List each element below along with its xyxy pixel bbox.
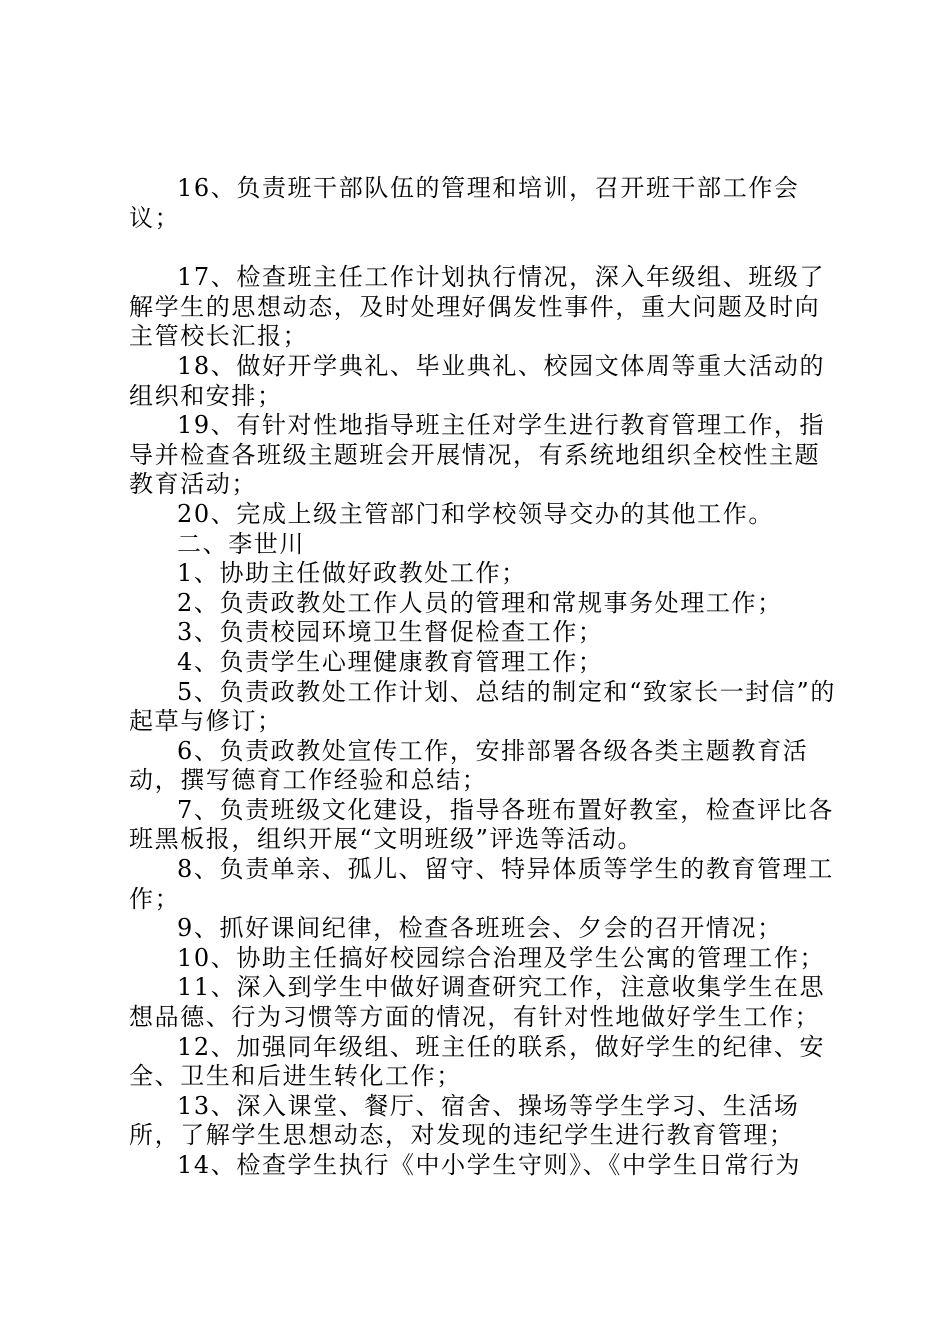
paragraph-item-18: 18、做好开学典礼、毕业典礼、校园文体周等重大活动的组织和安排； bbox=[129, 351, 826, 410]
paragraph-item-2: 2、负责政教处工作人员的管理和常规事务处理工作； bbox=[177, 588, 783, 617]
document-body bbox=[129, 174, 841, 1181]
paragraph-item-8: 8、负责单亲、孤儿、留守、特异体质等学生的教育管理工作； bbox=[129, 855, 834, 913]
paragraph-item-12: 12、加强同年级组、班主任的联系，做好学生的纪律、安全、卫生和后进生转化工作； bbox=[129, 1032, 826, 1091]
paragraph-item-16: 16、负责班干部队伍的管理和培训，召开班干部工作会议； bbox=[129, 174, 800, 232]
paragraph-item-6: 6、负责政教处宣传工作，安排部署各级各类主题教育活动，撰写德育工作经验和总结； bbox=[129, 736, 809, 795]
paragraph-item-9: 9、抓好课间纪律，检查各班班会、夕会的召开情况； bbox=[177, 914, 783, 943]
paragraph-item-14: 14、检查学生执行《中小学生守则》、《中学生日常行为 bbox=[177, 1151, 802, 1179]
section-heading: 二、李世川 bbox=[177, 529, 305, 558]
paragraph-item-20: 20、完成上级主管部门和学校领导交办的其他工作。 bbox=[177, 499, 774, 528]
paragraph-item-13: 13、深入课堂、餐厅、宿舍、操场等学生学习、生活场所，了解学生思想动态，对发现的违纪学生进行教育管理； bbox=[129, 1091, 800, 1150]
paragraph-item-3: 3、负责校园环境卫生督促检查工作； bbox=[177, 618, 604, 647]
paragraph-item-10: 10、协助主任搞好校园综合治理及学生公寓的管理工作； bbox=[177, 943, 826, 972]
paragraph-item-4: 4、负责学生心理健康教育管理工作； bbox=[177, 647, 604, 676]
paragraph-item-19: 19、有针对性地指导班主任对学生进行教育管理工作，指导并检查各班级主题班会开展情况，有系统地组织全校性主题教育活动； bbox=[129, 411, 826, 499]
paragraph-item-5: 5、负责政教处工作计划、总结的制定和“致家长一封信”的起草与修订； bbox=[129, 677, 837, 736]
paragraph-item-1: 1、协助主任做好政教处工作； bbox=[177, 559, 527, 588]
paragraph-item-7: 7、负责班级文化建设，指导各班布置好教室，检查评比各班黑板报，组织开展“文明班级”评选等活动。 bbox=[129, 795, 834, 854]
paragraph-item-17: 17、检查班主任工作计划执行情况，深入年级组、班级了解学生的思想动态，及时处理好偶发性事件，重大问题及时向主管校长汇报； bbox=[129, 263, 826, 351]
paragraph-item-11: 11、深入到学生中做好调查研究工作，注意收集学生在思想品德、行为习惯等方面的情况，有针对性地做好学生工作； bbox=[129, 973, 826, 1032]
